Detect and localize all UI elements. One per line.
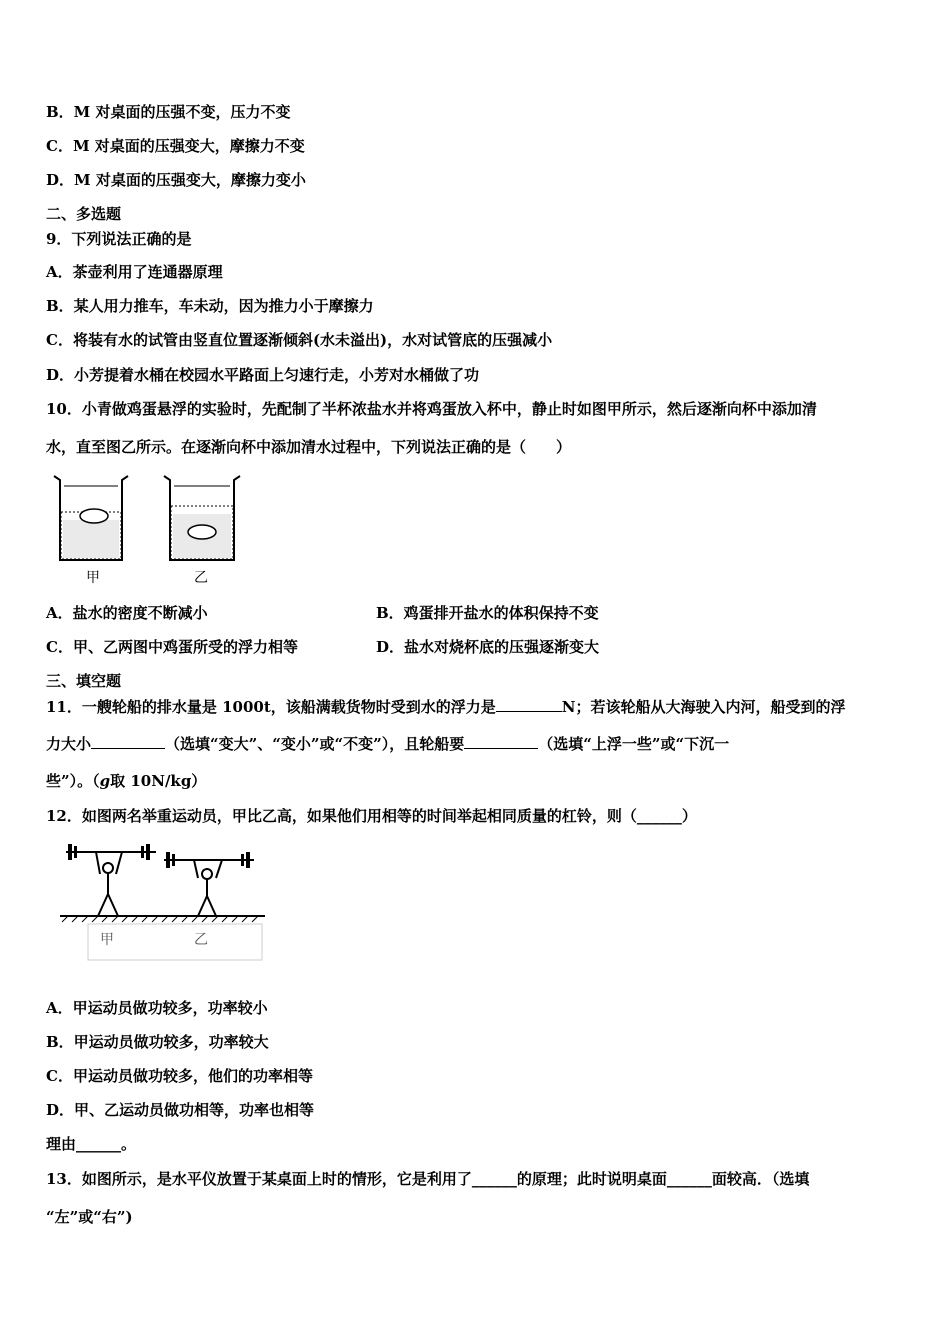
- q8-option-b: B．M 对桌面的压强不变，压力不变: [46, 103, 291, 121]
- q11-text-5: （选填“上浮一些”或“下沉一: [538, 735, 730, 753]
- q9-stem: 9．下列说法正确的是: [46, 230, 192, 248]
- q12-figure-label-jia: 甲: [100, 932, 114, 948]
- q11-blank-force-change[interactable]: [91, 748, 165, 749]
- q9-option-a: A．茶壶利用了连通器原理: [46, 263, 223, 281]
- q8-option-c: C．M 对桌面的压强变大，摩擦力不变: [46, 137, 305, 155]
- q12-reason: 理由______。: [46, 1135, 137, 1153]
- q11-text-2: N；若该轮船从大海驶入内河，船受到的浮: [561, 698, 846, 716]
- q12-figure-label-yi: 乙: [194, 932, 208, 948]
- egg-jia: [80, 509, 108, 523]
- lifter-jia: [96, 852, 122, 916]
- q10-stem-line1: 10．小青做鸡蛋悬浮的实验时，先配制了半杯浓盐水并将鸡蛋放入杯中，静止时如图甲所示，然后逐渐向杯中添加清: [46, 400, 817, 418]
- q11-blank-buoyancy[interactable]: [496, 711, 562, 712]
- q11-text-4: （选填“变大”、“变小”或“不变”），且轮船要: [165, 735, 465, 753]
- beaker-diagram: [50, 470, 250, 588]
- q11-line3: [46, 771, 206, 791]
- q10-option-a: A．盐水的密度不断减小: [46, 604, 208, 622]
- q12-option-b: B．甲运动员做功较多，功率较大: [46, 1033, 269, 1051]
- weightlifter-diagram: [60, 838, 265, 962]
- q9-option-d: D．小芳提着水桶在校园水平路面上匀速行走，小芳对水桶做了功: [46, 366, 480, 384]
- q10-figure-label-jia: 甲: [86, 570, 100, 586]
- q8-option-d: D．M 对桌面的压强变大，摩擦力变小: [46, 171, 306, 189]
- q10-stem-line2: 水，直至图乙所示。在逐渐向杯中添加清水过程中，下列说法正确的是（ ）: [46, 438, 572, 456]
- q12-option-a: A．甲运动员做功较多，功率较小: [46, 999, 268, 1017]
- section-heading-fill-blank: 三、填空题: [46, 672, 122, 690]
- q12-stem: 12．如图两名举重运动员，甲比乙高，如果他们用相等的时间举起相同质量的杠铃，则（______）: [46, 807, 697, 825]
- q12-option-c: C．甲运动员做功较多，他们的功率相等: [46, 1067, 313, 1085]
- q11-line1: [46, 697, 846, 717]
- figure-label-box: [88, 924, 262, 960]
- q10-beaker-figure: [50, 470, 250, 588]
- q11-text-3: 力大小: [46, 735, 92, 753]
- q10-option-c: C．甲、乙两图中鸡蛋所受的浮力相等: [46, 638, 298, 656]
- q10-option-d: D．盐水对烧杯底的压强逐渐变大: [376, 638, 600, 656]
- q12-weightlifter-figure: [60, 838, 265, 962]
- q13-stem-line1: 13．如图所示，是水平仪放置于某桌面上时的情形，它是利用了______的原理；此时说明桌面______面较高．（选填: [46, 1170, 810, 1188]
- q11-g-symbol: g: [99, 772, 111, 790]
- q11-line2: [46, 734, 729, 754]
- q10-figure-label-yi: 乙: [194, 570, 208, 586]
- q9-option-b: B．某人用力推车，车未动，因为推力小于摩擦力: [46, 297, 374, 315]
- q10-option-b: B．鸡蛋排开盐水的体积保持不变: [376, 604, 599, 622]
- lifter-yi: [194, 860, 222, 916]
- q9-option-c: C．将装有水的试管由竖直位置逐渐倾斜(水未溢出)，水对试管底的压强减小: [46, 331, 553, 349]
- q13-stem-line2: “左”或“右”): [46, 1208, 133, 1226]
- section-heading-multiple-choice: 二、多选题: [46, 205, 122, 223]
- q12-option-d: D．甲、乙运动员做功相等，功率也相等: [46, 1101, 315, 1119]
- egg-yi: [188, 525, 216, 539]
- q11-text-1: 11．一艘轮船的排水量是 1000t，该船满载货物时受到水的浮力是: [46, 698, 496, 716]
- q11-blank-float-sink[interactable]: [464, 748, 538, 749]
- q11-text-6: 些”）。（: [46, 772, 100, 790]
- q11-text-7: 取 10N/kg）: [110, 772, 207, 790]
